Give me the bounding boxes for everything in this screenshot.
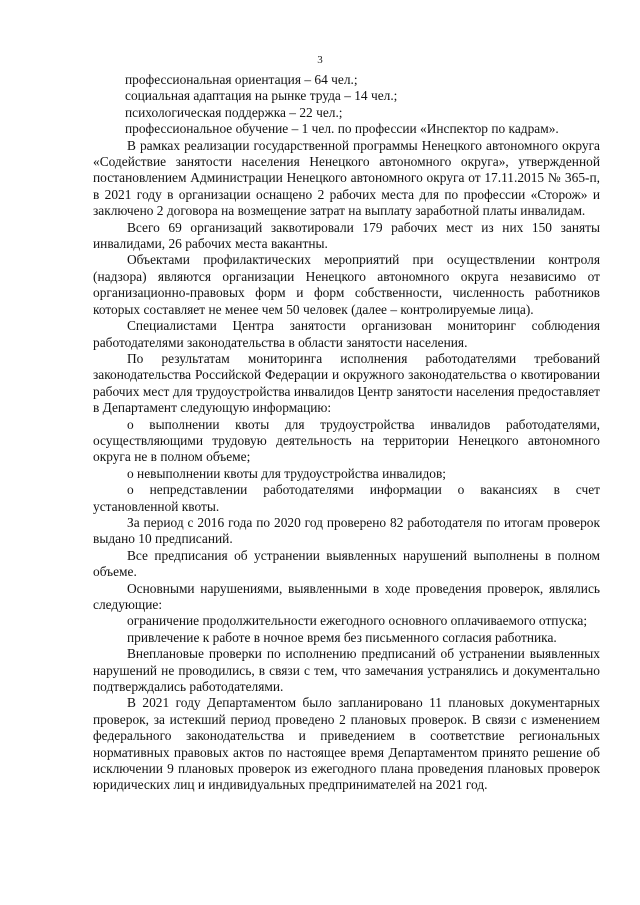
list-item: психологическая поддержка – 22 чел.; — [125, 104, 343, 120]
paragraph: Специалистами Центра занятости организован мониторинг соблюдения работодателями законодательства в области занятости населения. — [93, 318, 600, 350]
paragraph: Основными нарушениями, выявленными в ходе проведения проверок, являлись следующие: — [93, 580, 600, 612]
list-item: профессиональная ориентация – 64 чел.; — [125, 72, 358, 87]
list-item: профессиональное обучение – 1 чел. по профессии «Инспектор по кадрам». — [125, 121, 559, 137]
paragraph: В 2021 году Департаментом было запланировано 11 плановых документарных проверок, за истекший период проведено 2 плановых проверок. В связи с изменением федерального законодательства и приведением в соответствие региональных нормативных правовых актов по настоящее время Департаментом принято решение об исключении 9 плановых проверок из ежегодного плана проведения плановых проверок юридических лиц и индивидуальных предпринимателей на 2021 год. — [93, 695, 600, 793]
paragraph: По результатам мониторинга исполнения работодателями требований законодательства Российской Федерации и окружного законодательства о квотировании рабочих мест для трудоустройства инвалидов Центр занятости населения предоставляет в Департамент следующую информацию: — [93, 350, 600, 416]
paragraph: За период с 2016 года по 2020 год проверено 82 работодателя по итогам проверок выдано 10 предписаний. — [93, 514, 600, 547]
paragraph: Внеплановые проверки по исполнению предписаний об устранении выявленных нарушений не проводились, в связи с тем, что замечания устранялись и документально подтверждались работодателями. — [93, 646, 600, 695]
paragraph: о выполнении квоты для трудоустройства инвалидов работодателями, осуществляющими трудовую деятельность на территории Ненецкого автономного округа не в полном объеме; — [93, 416, 600, 465]
paragraph: В рамках реализации государственной программы Ненецкого автономного округа «Содействие занятости населения Ненецкого автономного округа», утвержденной постановлением Администрации Ненецкого автономного округа от 17.11.2015 № 365-п, в 2021 году в организации оснащено 2 рабочих места для по профессии «Сторож» и заключено 2 договора на возмещение затрат на выплату заработной платы инвалидам. — [93, 137, 600, 219]
paragraph: о невыполнении квоты для трудоустройства инвалидов; — [127, 465, 447, 481]
paragraph: Все предписания об устранении выявленных нарушений выполнены в полном объеме. — [93, 547, 600, 580]
paragraph: Объектами профилактических мероприятий при осуществлении контроля (надзора) являются организации Ненецкого автономного округа независимо от организационно-правовых форм и форм собственности, численность работников которых составляет не менее чем 50 человек (далее – контролируемые лица). — [93, 252, 600, 317]
paragraph: о непредставлении работодателями информации о вакансиях в счет установленной квоты. — [93, 482, 600, 514]
paragraph: ограничение продолжительности ежегодного основного оплачиваемого отпуска; — [127, 613, 588, 629]
paragraph: привлечение к работе в ночное время без письменного согласия работника. — [127, 629, 557, 645]
document-body — [93, 72, 600, 794]
page-number: 3 — [317, 54, 323, 66]
list-item: социальная адаптация на рынке труда – 14 чел.; — [125, 88, 398, 104]
paragraph: Всего 69 организаций заквотировали 179 рабочих мест из них 150 заняты инвалидами, 26 рабочих места вакантны. — [93, 219, 600, 252]
